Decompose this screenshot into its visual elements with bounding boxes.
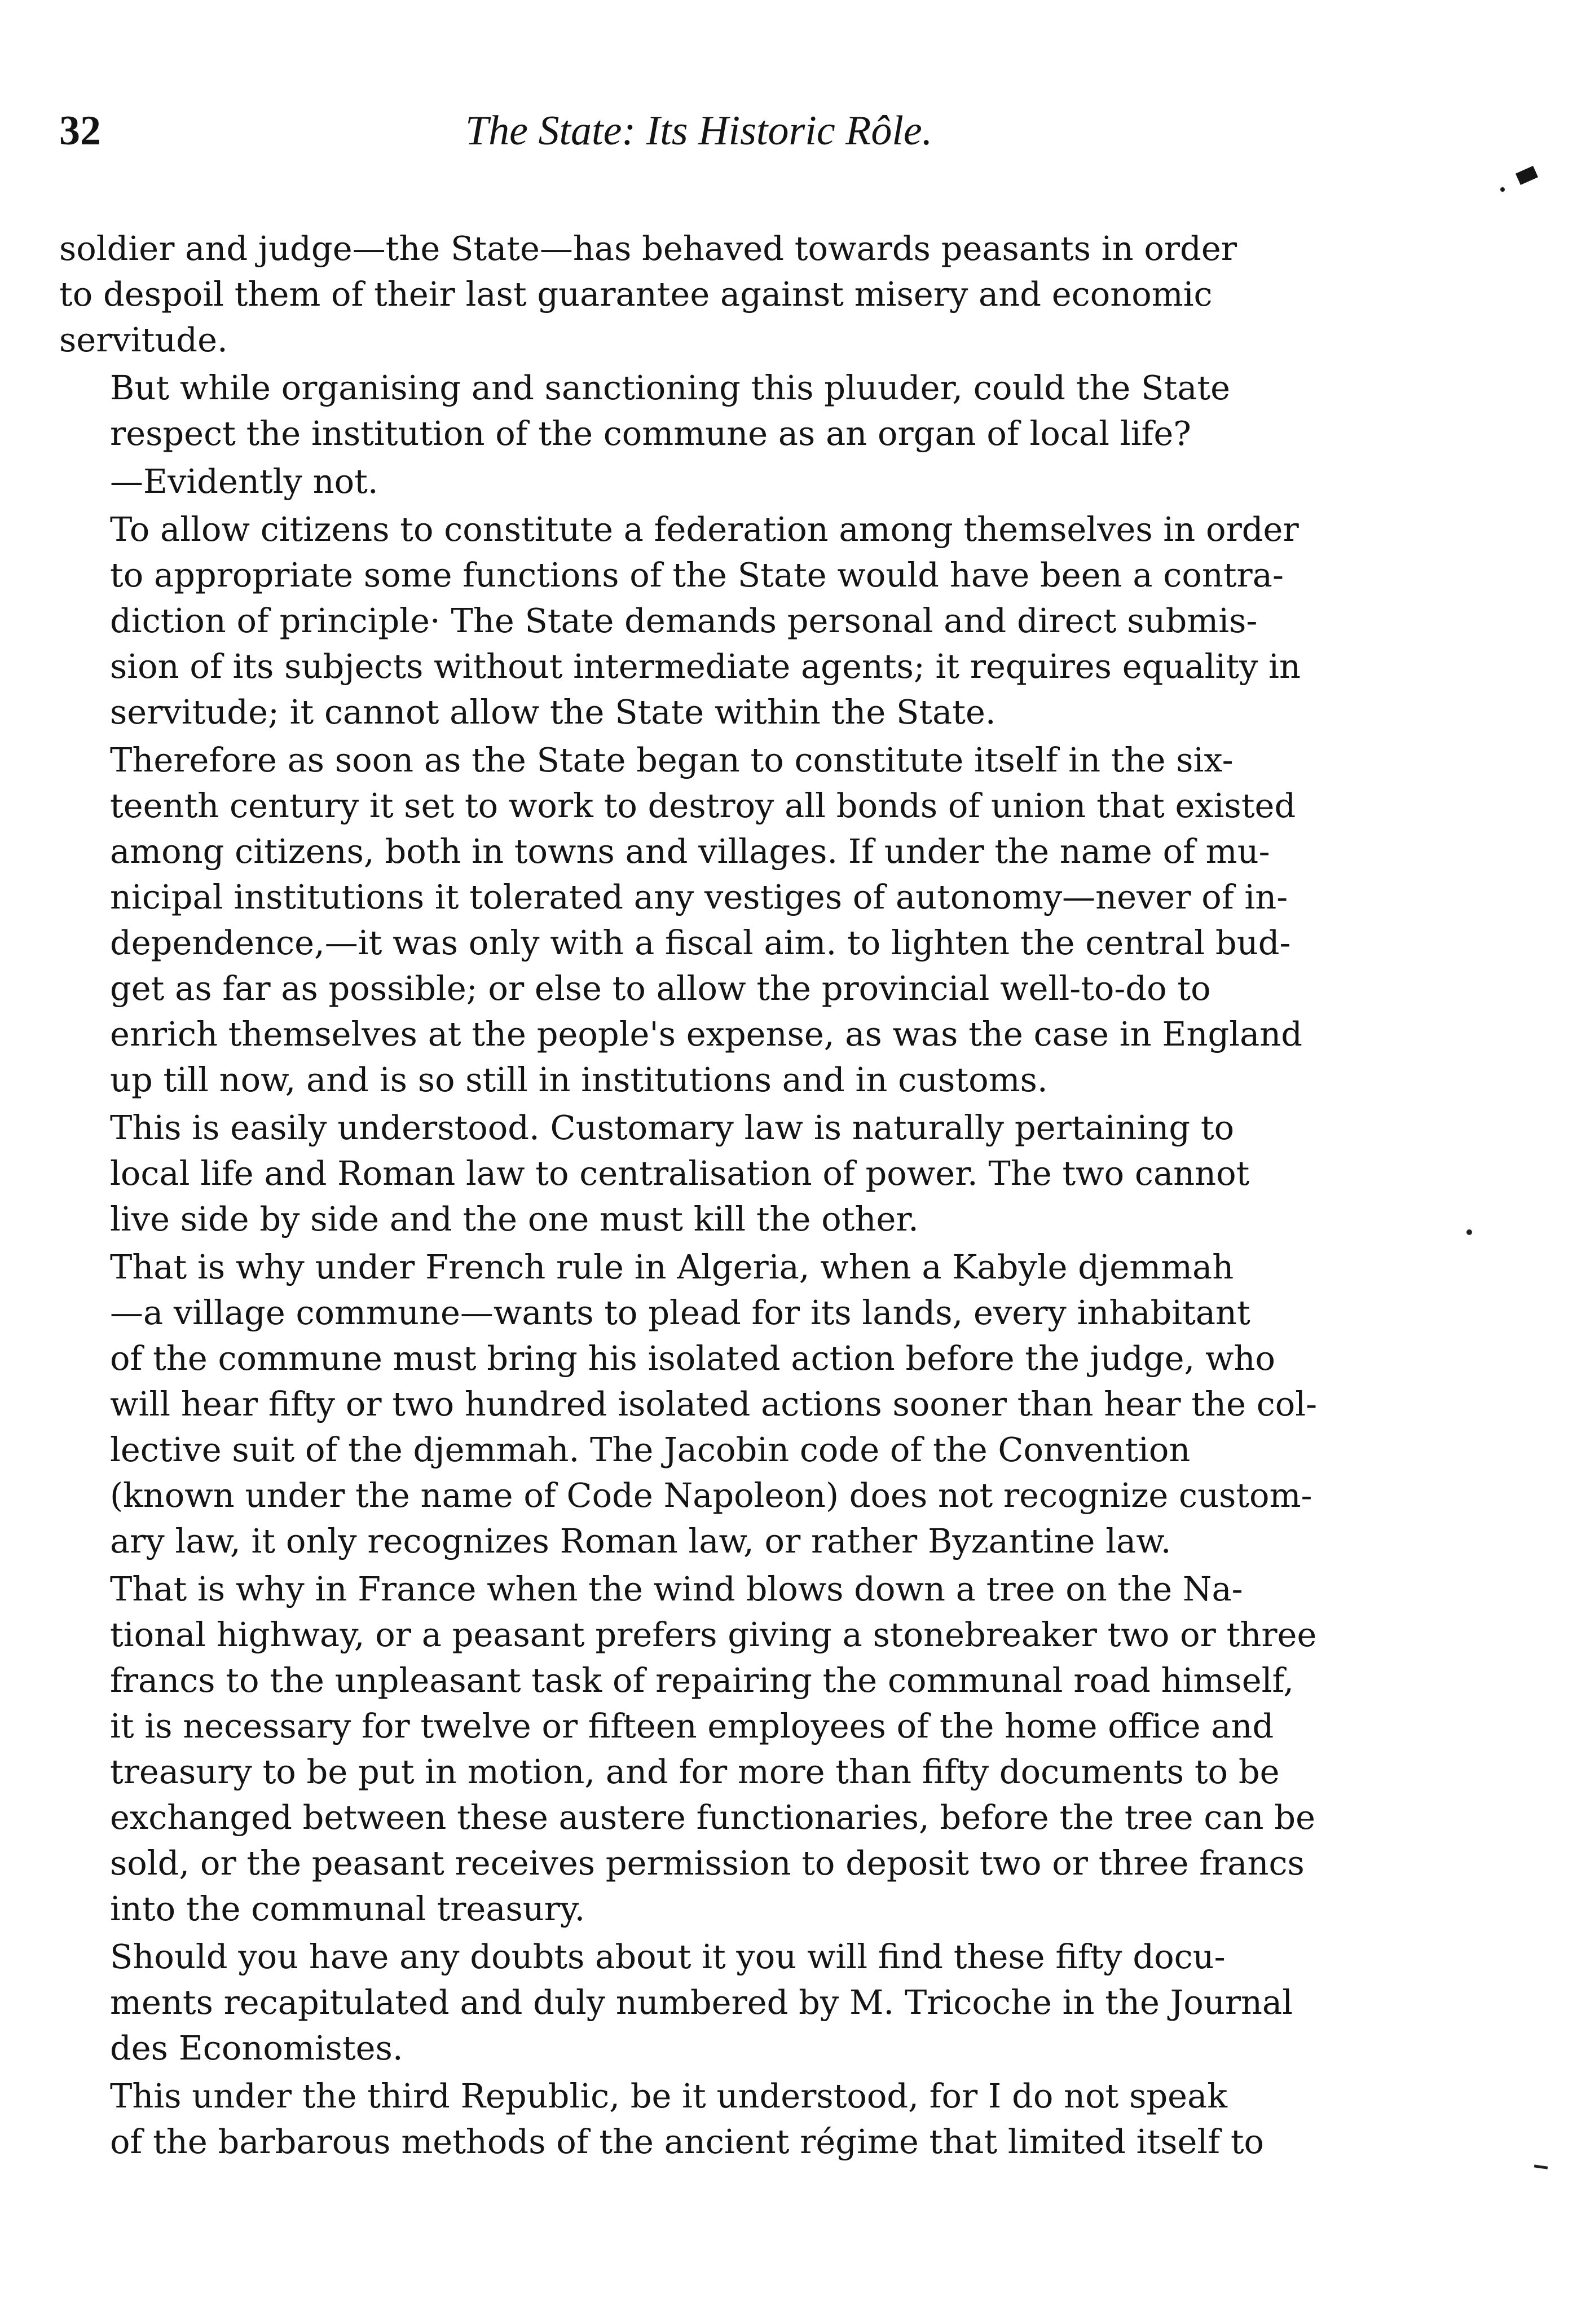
paragraph: [59, 226, 1435, 363]
text-line: local life and Roman law to centralisation of power. The two cannot: [110, 1154, 1250, 1193]
text-line: live side by side and the one must kill the other.: [110, 1200, 919, 1238]
paragraph: [59, 1105, 1435, 1242]
text-line: treasury to be put in motion, and for more than fifty documents to be: [110, 1752, 1280, 1791]
text-line: servitude.: [59, 320, 228, 359]
text-line: This is easily understood. Customary law is naturally pertaining to: [110, 1108, 1235, 1147]
text-line: of the barbarous methods of the ancient régime that limited itself to: [110, 2122, 1265, 2161]
text-line: That is why in France when the wind blows down a tree on the Na-: [110, 1569, 1243, 1608]
page-header: [59, 107, 1441, 169]
text-line: That is why under French rule in Algeria, when a Kabyle djemmah: [110, 1247, 1234, 1286]
text-line: get as far as possible; or else to allow the provincial well-to-do to: [110, 969, 1211, 1008]
paragraph: [59, 506, 1435, 735]
paragraph: [59, 737, 1435, 1103]
text-line: ary law, it only recognizes Roman law, or rather Byzantine law.: [110, 1522, 1171, 1560]
text-line: Should you have any doubts about it you will find these fifty docu-: [110, 1937, 1226, 1976]
ink-speck: [1466, 1229, 1472, 1235]
text-line: To allow citizens to constitute a federation among themselves in order: [110, 510, 1299, 549]
ink-speck: [1500, 187, 1505, 192]
paragraph: [59, 2073, 1435, 2164]
text-line: des Economistes.: [110, 2028, 403, 2067]
paragraph: [59, 365, 1435, 456]
text-line: —Evidently not.: [110, 462, 378, 501]
text-line: But while organising and sanctioning this pluuder, could the State: [110, 368, 1231, 407]
running-title: The State: Its Historic Rôle.: [465, 108, 933, 154]
text-line: francs to the unpleasant task of repairing the communal road himself,: [110, 1661, 1294, 1700]
text-line: dependence,—it was only with a fiscal aim. to lighten the central bud-: [110, 923, 1291, 962]
ink-speck: [1534, 2164, 1548, 2169]
text-line: ments recapitulated and duly numbered by M. Tricoche in the Journal: [110, 1983, 1293, 2022]
text-line: (known under the name of Code Napoleon) does not recognize custom-: [110, 1476, 1312, 1515]
paragraph: [59, 458, 1435, 504]
paragraph: [59, 1934, 1435, 2071]
text-line: sion of its subjects without intermediate agents; it requires equality in: [110, 647, 1301, 686]
text-line: respect the institution of the commune as an organ of local life?: [110, 414, 1191, 453]
text-line: This under the third Republic, be it understood, for I do not speak: [110, 2076, 1227, 2115]
text-line: to despoil them of their last guarantee against misery and economic: [59, 275, 1213, 314]
text-line: diction of principle· The State demands personal and direct submis-: [110, 601, 1258, 640]
page-number: 32: [59, 108, 101, 154]
text-line: to appropriate some functions of the State would have been a contra-: [110, 555, 1284, 594]
text-line: enrich themselves at the people's expense, as was the case in England: [110, 1015, 1303, 1053]
paragraph: [59, 1244, 1435, 1564]
text-line: soldier and judge—the State—has behaved towards peasants in order: [59, 229, 1237, 268]
paragraph: [59, 1566, 1435, 1931]
text-line: teenth century it set to work to destroy all bonds of union that existed: [110, 786, 1296, 825]
text-line: of the commune must bring his isolated action before the judge, who: [110, 1339, 1276, 1378]
body-text: [59, 226, 1435, 2164]
text-line: up till now, and is so still in institutions and in customs.: [110, 1060, 1048, 1099]
text-line: lective suit of the djemmah. The Jacobin code of the Convention: [110, 1430, 1191, 1469]
text-line: into the communal treasury.: [110, 1889, 585, 1928]
ink-speck: [1516, 166, 1538, 185]
text-line: sold, or the peasant receives permission to deposit two or three francs: [110, 1844, 1305, 1882]
text-line: it is necessary for twelve or fifteen employees of the home office and: [110, 1706, 1274, 1745]
text-line: among citizens, both in towns and villages. If under the name of mu-: [110, 832, 1270, 871]
text-line: nicipal institutions it tolerated any vestiges of autonomy—never of in-: [110, 877, 1288, 916]
text-line: exchanged between these austere functionaries, before the tree can be: [110, 1798, 1315, 1837]
text-line: Therefore as soon as the State began to constitute itself in the six-: [110, 740, 1234, 779]
text-line: will hear fifty or two hundred isolated actions sooner than hear the col-: [110, 1384, 1318, 1423]
text-line: —a village commune—wants to plead for its lands, every inhabitant: [110, 1293, 1250, 1332]
text-line: servitude; it cannot allow the State within the State.: [110, 693, 996, 731]
text-line: tional highway, or a peasant prefers giving a stonebreaker two or three: [110, 1615, 1317, 1654]
